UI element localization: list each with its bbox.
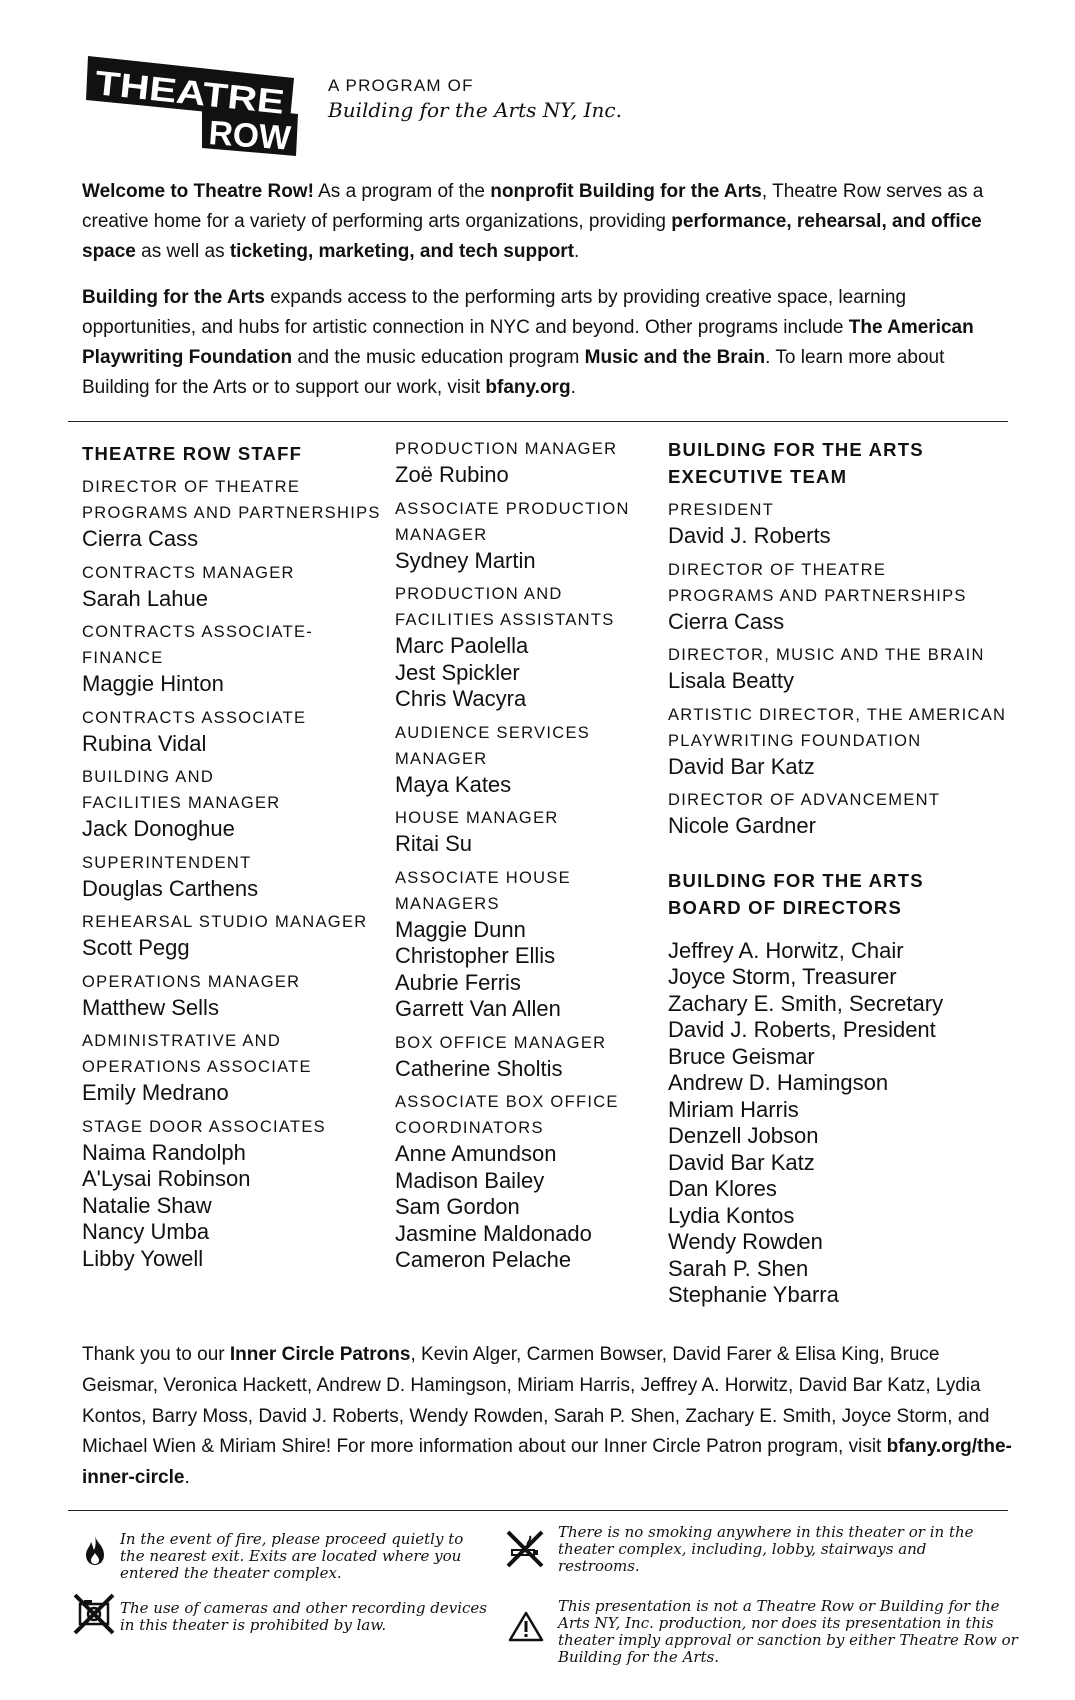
board-member: Denzell Jobson (668, 1123, 819, 1148)
body-text: As a program of the (313, 181, 491, 202)
organization-name: Building for the Arts NY, Inc. (328, 98, 622, 122)
no-camera-icon (72, 1592, 116, 1636)
executive-board-column (668, 436, 1008, 1309)
person-name: A'Lysai Robinson (82, 1166, 251, 1191)
no-camera-notice: The use of cameras and other recording devices in this theater is prohibited by law. (120, 1599, 488, 1634)
staff-entry (82, 764, 382, 843)
body-text: as well as (135, 241, 230, 262)
emphasis-text: Music and the Brain (584, 347, 766, 368)
staff-entry (395, 496, 655, 575)
role-title: CONTRACTS ASSOCIATE (82, 708, 307, 727)
person-name: Cierra Cass (82, 526, 199, 551)
board-member: Stephanie Ybarra (668, 1282, 839, 1307)
person-name: Matthew Sells (82, 994, 219, 1020)
person-name: Chris Wacyra (395, 686, 527, 711)
board-heading (668, 867, 1008, 921)
emphasis-text: Building for the Arts (82, 287, 265, 308)
role-title: DIRECTOR, MUSIC AND THE BRAIN (668, 646, 985, 664)
body-text: Thank you to our (82, 1344, 230, 1365)
role-title: PRODUCTION AND (395, 585, 563, 603)
production-staff-column (395, 436, 655, 1281)
board-member: Joyce Storm, Treasurer (668, 964, 897, 989)
person-name: Emily Medrano (82, 1080, 229, 1105)
role-title: COORDINATORS (395, 1119, 544, 1137)
staff-entry (395, 436, 655, 489)
emphasis-text: ticketing, marketing, and tech support (229, 241, 575, 262)
staff-entry (668, 497, 1008, 550)
role-title: FACILITIES ASSISTANTS (395, 611, 615, 629)
person-name: Jack Donoghue (82, 816, 235, 841)
fire-icon (84, 1534, 106, 1566)
role-title: DIRECTOR OF THEATRE (668, 560, 887, 579)
role-title: CONTRACTS ASSOCIATE- (82, 623, 314, 641)
role-title: OPERATIONS ASSOCIATE (82, 1058, 312, 1076)
person-name: Jasmine Maldonado (395, 1220, 592, 1246)
role-title: MANAGERS (395, 894, 500, 913)
no-smoking-icon (504, 1528, 546, 1570)
role-title: ADMINISTRATIVE AND (82, 1032, 282, 1050)
body-text: and the music education program (292, 347, 585, 368)
divider (68, 1510, 1008, 1511)
svg-text:ROW: ROW (207, 114, 293, 158)
person-name: Maggie Dunn (395, 916, 526, 942)
person-name: Douglas Carthens (82, 875, 259, 901)
body-text: . (570, 377, 576, 398)
person-name: Libby Yowell (82, 1245, 204, 1271)
staff-entry (668, 642, 1008, 695)
executive-team-heading-line: BUILDING FOR THE ARTS (668, 439, 924, 460)
role-title: PRODUCTION MANAGER (395, 440, 618, 458)
body-text: . (184, 1467, 190, 1489)
role-title: MANAGER (395, 525, 488, 544)
board-member: Sarah P. Shen (668, 1255, 809, 1281)
person-name: Rubina Vidal (82, 730, 207, 756)
role-title: ASSOCIATE BOX OFFICE (395, 1093, 619, 1111)
board-member: Zachary E. Smith, Secretary (668, 990, 944, 1016)
body-text: , Theatre Row serves as a creative home for a variety of performing arts organizations, providing (82, 181, 984, 232)
board-member-list (668, 938, 1008, 1309)
person-name: Scott Pegg (82, 935, 190, 960)
person-name: Christopher Ellis (395, 943, 556, 968)
no-smoking-notice: There is no smoking anywhere in this theater or in the theater complex, including, lobby, stairways and restrooms. (558, 1523, 974, 1575)
staff-entry (668, 787, 1008, 840)
person-name: Sydney Martin (395, 547, 536, 573)
role-title: BUILDING AND (82, 768, 215, 786)
person-name: Anne Amundson (395, 1141, 557, 1166)
board-member: Bruce Geismar (668, 1043, 815, 1069)
fire-notice: In the event of fire, please proceed quietly to the nearest exit. Exits are located where you entered the theater complex. (120, 1530, 464, 1582)
divider (68, 421, 1008, 422)
person-name: Garrett Van Allen (395, 996, 561, 1021)
role-title: BOX OFFICE MANAGER (395, 1033, 607, 1052)
staff-heading: THEATRE ROW STAFF (82, 443, 303, 464)
person-name: Zoë Rubino (395, 462, 509, 487)
body-text: . (574, 241, 580, 262)
role-title: OPERATIONS MANAGER (82, 972, 301, 991)
person-name: Jest Spickler (395, 659, 520, 685)
person-name: Lisala Beatty (668, 668, 794, 693)
board-heading-line: BOARD OF DIRECTORS (668, 896, 903, 918)
executive-team-heading (668, 436, 1008, 490)
role-title: FINANCE (82, 649, 164, 667)
warning-icon (508, 1610, 544, 1642)
staff-entry (82, 850, 382, 903)
role-title: HOUSE MANAGER (395, 809, 559, 827)
executive-team-heading-line: EXECUTIVE TEAM (668, 466, 848, 487)
person-name: David Bar Katz (668, 753, 815, 779)
person-name: Nicole Gardner (668, 813, 816, 838)
staff-entry (395, 1030, 655, 1083)
role-title: FACILITIES MANAGER (82, 794, 281, 812)
board-heading-line: BUILDING FOR THE ARTS (668, 869, 924, 891)
person-name: Sam Gordon (395, 1194, 520, 1219)
role-title: REHEARSAL STUDIO MANAGER (82, 913, 368, 931)
staff-entry (668, 557, 1008, 636)
emphasis-text: bfany.org/the-inner-circle (82, 1436, 1012, 1489)
staff-entry (82, 705, 382, 758)
person-name: Cierra Cass (668, 608, 785, 634)
thank-you-paragraph (82, 1340, 1012, 1494)
person-name: Madison Bailey (395, 1167, 545, 1193)
staff-entry (82, 619, 382, 698)
role-title: MANAGER (395, 749, 488, 768)
disclaimer-notice: This presentation is not a Theatre Row or Building for the Arts NY, Inc. production, nor does its presentation in this theater imply approval or sanction by either Theatre Row or Building for the Arts. (558, 1597, 1018, 1666)
staff-entry (395, 805, 655, 858)
staff-entry (82, 474, 382, 553)
person-name: Maya Kates (395, 771, 512, 797)
staff-entry (668, 702, 1008, 781)
emphasis-text: nonprofit Building for the Arts (490, 181, 762, 202)
person-name: Cameron Pelache (395, 1247, 572, 1272)
body-text: , Kevin Alger, Carmen Bowser, David Farer & Elisa King, Bruce Geismar, Veronica Hackett, Andrew D. Hamingson, Miriam Harris, Jeffrey A. Horwitz, David Bar Katz, Lydia Kontos, Barry Moss, David J. Roberts, Wendy Rowden, Sarah P. Shen, Zachary E. Smith, Joyce Storm, and Michael Wien & Miriam Shire! For more information about our Inner Circle Patron program, visit (82, 1344, 990, 1458)
person-name: Maggie Hinton (82, 671, 224, 696)
emphasis-text: bfany.org (485, 377, 571, 398)
board-member: David Bar Katz (668, 1149, 815, 1175)
emphasis-text: The American Playwriting Foundation (82, 317, 974, 368)
role-title: PLAYWRITING FOUNDATION (668, 731, 922, 750)
board-member: Lydia Kontos (668, 1202, 795, 1228)
role-title: ARTISTIC DIRECTOR, THE AMERICAN (668, 705, 1007, 724)
person-name: Marc Paolella (395, 633, 529, 658)
role-title: DIRECTOR OF THEATRE (82, 478, 301, 496)
board-member: David J. Roberts, President (668, 1017, 936, 1042)
welcome-paragraph (82, 177, 997, 267)
role-title: PROGRAMS AND PARTNERSHIPS (668, 586, 967, 605)
theatre-row-staff-column (82, 440, 382, 1279)
board-member: Miriam Harris (668, 1096, 799, 1122)
emphasis-text: performance, rehearsal, and office space (82, 211, 982, 262)
role-title: PRESIDENT (668, 501, 775, 519)
board-member: Dan Klores (668, 1176, 777, 1201)
person-name: Natalie Shaw (82, 1192, 212, 1218)
staff-entry (82, 1028, 382, 1107)
board-member: Wendy Rowden (668, 1229, 823, 1254)
svg-text:THEATRE: THEATRE (93, 64, 255, 119)
person-name: Ritai Su (395, 831, 473, 856)
board-member: Andrew D. Hamingson (668, 1070, 889, 1095)
program-of-label: A PROGRAM OF (328, 76, 474, 95)
staff-entry (82, 969, 382, 1022)
staff-entry (82, 560, 382, 613)
staff-entry (395, 720, 655, 799)
role-title: ASSOCIATE PRODUCTION (395, 499, 630, 518)
board-member: Jeffrey A. Horwitz, Chair (668, 937, 904, 963)
staff-entry (82, 1114, 382, 1273)
person-name: David J. Roberts (668, 523, 831, 548)
role-title: SUPERINTENDENT (82, 853, 252, 872)
role-title: STAGE DOOR ASSOCIATES (82, 1117, 326, 1136)
staff-entry (82, 909, 382, 962)
person-name: Catherine Sholtis (395, 1055, 563, 1081)
role-title: DIRECTOR OF ADVANCEMENT (668, 791, 941, 809)
emphasis-text: Welcome to Theatre Row! (82, 181, 314, 202)
program-attribution (328, 76, 622, 122)
role-title: ASSOCIATE HOUSE (395, 868, 571, 887)
role-title: AUDIENCE SERVICES (395, 723, 591, 742)
emphasis-text: Inner Circle Patrons (229, 1344, 411, 1365)
about-paragraph (82, 283, 997, 403)
body-text: expands access to the performing arts by providing creative space, learning opportunities, and hubs for artistic connection in NYC and beyond. Other programs include (82, 287, 907, 338)
person-name: Nancy Umba (82, 1219, 210, 1244)
staff-entry (395, 865, 655, 1023)
role-title: CONTRACTS MANAGER (82, 563, 295, 582)
role-title: PROGRAMS AND PARTNERSHIPS (82, 504, 381, 522)
person-name: Naima Randolph (82, 1139, 246, 1165)
staff-entry (395, 581, 655, 713)
theatre-row-logo (84, 48, 304, 158)
person-name: Sarah Lahue (82, 585, 208, 611)
person-name: Aubrie Ferris (395, 969, 521, 995)
body-text: . To learn more about Building for the Arts or to support our work, visit (82, 347, 945, 398)
staff-entry (395, 1089, 655, 1274)
